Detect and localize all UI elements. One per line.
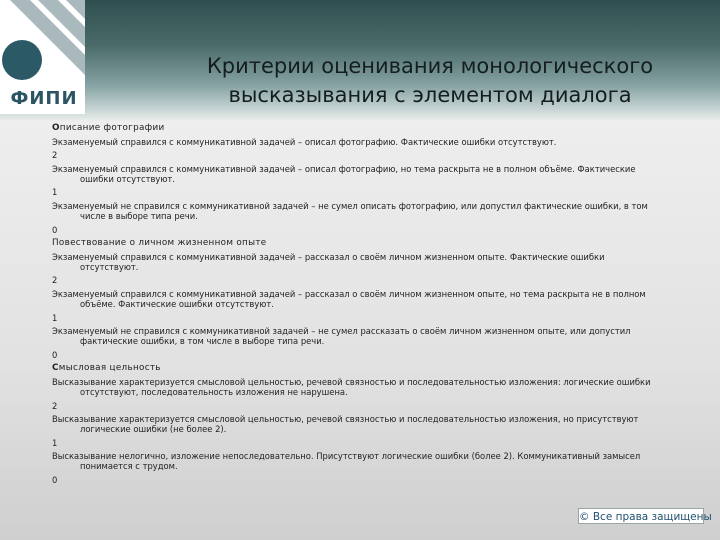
- criterion-score: 2: [52, 400, 58, 411]
- heading-initial: С: [52, 363, 59, 374]
- title-line-1: Критерии оценивания монологического: [206, 54, 654, 78]
- criterion-text: Экзаменуемый справился с коммуникативной задачей – описал фотографию. Фактические ошибки отсутствуют.: [52, 136, 557, 147]
- criterion-score: 2: [52, 275, 58, 286]
- criterion-text: Экзаменуемый не справился с коммуникативной задачей – не сумел описать фотографию, или допустил фактические ошибки, в том числе в выборе типа речи.: [52, 200, 648, 221]
- criterion-text: Экзаменуемый не справился с коммуникативной задачей – не сумел рассказать о своём личном жизненном опыте, или допустил фактические ошибки, в том числе в выборе типа речи.: [52, 326, 631, 347]
- criterion-score: 1: [52, 437, 58, 448]
- criterion-text: Экзаменуемый справился с коммуникативной задачей – описал фотографию, но тема раскрыта не в полном объёме. Фактические ошибки отсутствуют.: [52, 163, 636, 184]
- fipi-logo: [0, 0, 85, 114]
- criteria-content: [52, 123, 662, 488]
- criterion-text: Высказывание характеризуется смысловой цельностью, речевой связностью и последовательностью изложения: логические ошибки отсутствуют, последовательность изложения не нарушена.: [52, 376, 651, 397]
- heading-rest: мысловая цельность: [58, 363, 161, 374]
- criterion-text: Высказывание характеризуется смысловой цельностью, речевой связностью и последовательностью изложения, но присутствуют логические ошибки (не более 2).: [52, 414, 639, 435]
- criterion-score: 1: [52, 312, 58, 323]
- page-title: [150, 52, 710, 110]
- criterion-text: Экзаменуемый справился с коммуникативной задачей – рассказал о своём личном жизненном опыте, но тема раскрыта не в полном объёме. Фактические ошибки отсутствуют.: [52, 288, 646, 309]
- heading-rest: писание фотографии: [59, 123, 165, 133]
- logo-stripes-icon: [0, 0, 85, 86]
- title-line-2: высказывания с элементом диалога: [228, 83, 632, 107]
- criterion-text: Высказывание нелогично, изложение непоследовательно. Присутствуют логические ошибки (более 2). Коммуникативный замысел понимается с трудом.: [52, 451, 641, 472]
- section-heading: [52, 363, 662, 373]
- criterion-score: 0: [52, 474, 58, 485]
- criterion-score: 1: [52, 187, 58, 198]
- section-heading: Повествование о личном жизненном опыте: [52, 238, 267, 249]
- section-heading: [52, 123, 662, 133]
- criterion-text: Экзаменуемый справился с коммуникативной задачей – рассказал о своём личном жизненном опыте. Фактические ошибки отсутствуют.: [52, 251, 605, 272]
- criterion-score: 0: [52, 349, 58, 360]
- heading-initial: О: [52, 123, 60, 133]
- logo-text: ФИПИ: [10, 88, 78, 109]
- copyright-notice: © Все права защищены: [578, 508, 704, 524]
- criterion-score: 2: [52, 150, 58, 161]
- criterion-score: 0: [52, 224, 58, 235]
